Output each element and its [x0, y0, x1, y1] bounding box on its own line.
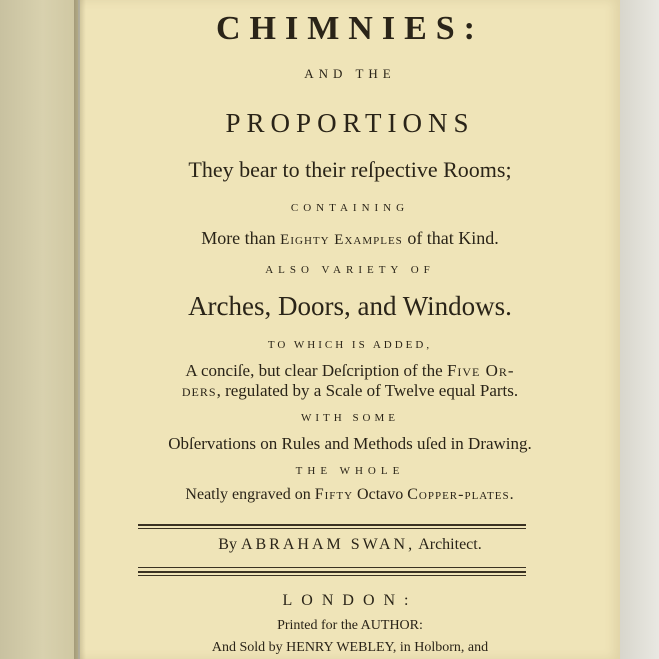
- author-line: [80, 536, 620, 554]
- containing-line: CONTAINING: [290, 202, 410, 214]
- concise-line-1: [80, 361, 620, 381]
- more-than-text-1: More than: [201, 228, 281, 248]
- title-page: [80, 0, 620, 659]
- regulated-text: , regulated by a Scale of Twelve equal Parts.: [216, 381, 519, 400]
- background-edge: [620, 0, 659, 659]
- eighty-examples-text: Eighty Examples: [280, 232, 403, 248]
- rule-bottom-1: [138, 567, 526, 568]
- london-line: LONDON:: [282, 592, 418, 609]
- rule-top-thin: [138, 528, 526, 529]
- fifty-text: Fifty: [314, 486, 354, 503]
- copper-plates-text: Copper-plates.: [407, 486, 515, 503]
- with-some-line: WITH SOME: [300, 412, 400, 424]
- octavo-text: Octavo: [353, 486, 408, 503]
- page-gutter: [74, 0, 86, 659]
- to-which-is-added-line: TO WHICH IS ADDED,: [267, 339, 433, 351]
- neatly-engraved-line: [80, 486, 620, 504]
- by-text: By: [218, 536, 241, 553]
- ders-text: ders: [181, 381, 217, 400]
- book-spine: [0, 0, 78, 659]
- neatly-text: Neatly engraved on: [185, 486, 315, 503]
- sold-by-line: And Sold by HENRY WEBLEY, in Holborn, and: [211, 640, 489, 655]
- concise-line-2: [80, 381, 620, 401]
- rule-bottom-3: [138, 575, 526, 576]
- title-proportions: PROPORTIONS: [225, 108, 475, 138]
- arches-doors-windows-line: Arches, Doors, and Windows.: [188, 291, 512, 321]
- architect-text: Architect.: [415, 536, 482, 553]
- title-chimnies: CHIMNIES:: [215, 10, 485, 47]
- printed-for-line: Printed for the AUTHOR:: [277, 618, 423, 633]
- and-the-line: AND THE: [304, 66, 396, 81]
- observations-line: Obſervations on Rules and Methods uſed in Drawing.: [168, 434, 532, 453]
- more-than-line: [80, 228, 620, 249]
- author-name: ABRAHAM SWAN,: [240, 536, 416, 553]
- five-orders-text: Five Or-: [446, 361, 515, 380]
- the-whole-line: THE WHOLE: [295, 465, 405, 477]
- rule-bottom-2: [138, 571, 526, 573]
- more-than-text-2: of that Kind.: [402, 228, 499, 248]
- also-variety-line: ALSO VARIETY OF: [265, 264, 435, 276]
- they-bear-line: They bear to their reſpective Rooms;: [188, 157, 512, 182]
- concise-text-1: A conciſe, but clear Deſcription of the: [185, 361, 447, 380]
- rule-top-thick: [138, 524, 526, 526]
